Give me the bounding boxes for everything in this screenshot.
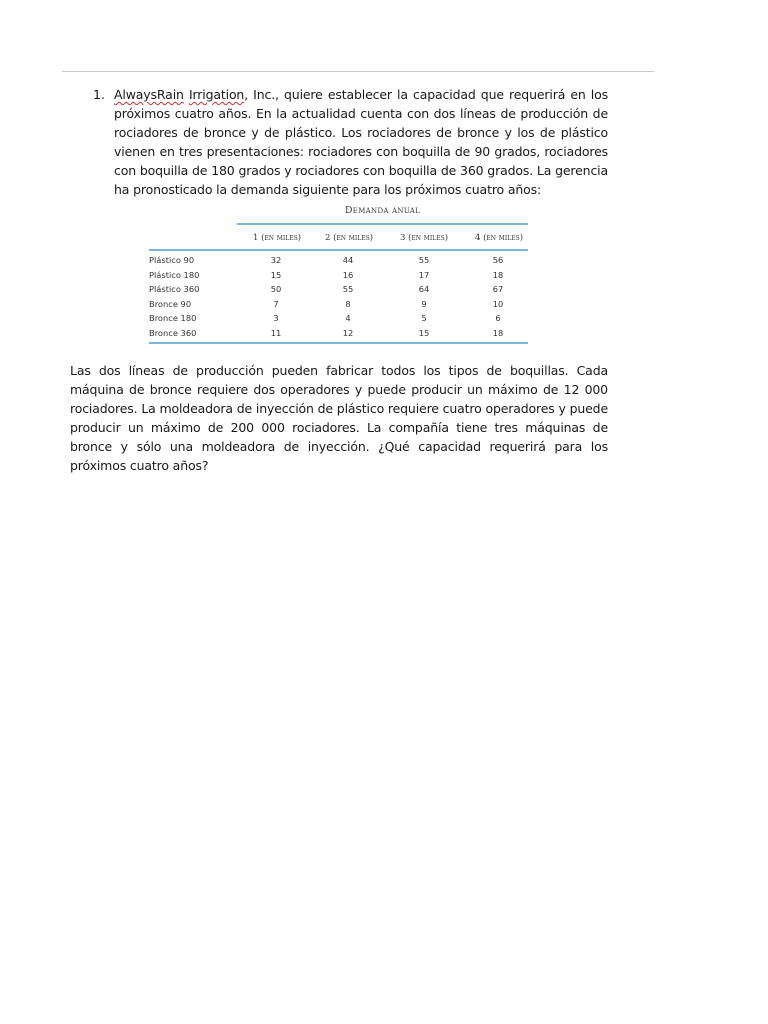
table-cell: 15: [418, 327, 430, 338]
table-cell: 44: [342, 255, 354, 265]
table-cell: 50: [270, 284, 282, 294]
row-label: Bronce 90: [149, 298, 192, 309]
table-cell: 32: [270, 255, 282, 265]
table-row: [149, 254, 528, 269]
table-row: [149, 283, 528, 298]
row-label: Plástico 180: [149, 269, 200, 280]
column-header-year-2: 2 (en miles): [324, 233, 374, 243]
table-row: [149, 327, 528, 342]
table-cell: 15: [270, 269, 282, 280]
table-cell: 8: [345, 298, 351, 309]
table-header-rule: [149, 249, 528, 251]
column-header-year-4: 4 (en miles): [474, 233, 524, 243]
question-text: [114, 85, 608, 199]
table-column-headers: [237, 233, 528, 247]
column-header-year-1: 1 (en miles): [252, 233, 302, 243]
closing-paragraph: Las dos líneas de producción pueden fabricar todos los tipos de boquillas. Cada máquina de bronce requiere dos operadores y puede producir un máximo de 12 000 rociadores. La moldeadora de inyección de plástico requiere cuatro operadores y puede producir un máximo de 200 000 rociadores. La compañía tiene tres máquinas de bronce y sólo una moldeadora de inyección. ¿Qué capacidad requerirá para los próximos cuatro años?: [70, 363, 608, 473]
table-cell: 55: [418, 255, 430, 265]
question-item: [93, 85, 608, 199]
table-row: [149, 298, 528, 313]
column-header-year-3: 3 (en miles): [399, 233, 449, 243]
table-title: Demanda anual: [344, 205, 421, 216]
table-body: [149, 254, 528, 341]
page-top-rule: [62, 71, 654, 72]
question-body: , Inc., quiere establecer la capacidad que requerirá en los próximos cuatro años. En la actualidad cuenta con dos líneas de producción de rociadores de bronce y de plástico. Los rociadores de bronce y los de plástico vienen en tres presentaciones: rociadores con boquilla de 90 grados, rociadores con boquilla de 180 grados y rociadores con boquilla de 360 grados. La gerencia ha pronosticado la demanda siguiente para los próximos cuatro años:: [114, 87, 608, 197]
table-bottom-rule: [149, 342, 528, 344]
company-name-misspelled-2: Irrigation: [188, 87, 245, 102]
table-cell: 17: [418, 269, 430, 280]
table-cell: 9: [421, 298, 427, 309]
row-label: Plástico 360: [149, 284, 200, 294]
table-cell: 67: [492, 284, 504, 294]
table-cell: 12: [342, 327, 354, 338]
table-cell: 5: [421, 313, 427, 323]
table-cell: 3: [273, 313, 279, 323]
table-cell: 18: [492, 327, 504, 338]
table-row: [149, 269, 528, 284]
table-cell: 10: [492, 298, 504, 309]
row-label: Bronce 180: [149, 313, 197, 323]
table-cell: 56: [492, 255, 504, 265]
table-row: [149, 312, 528, 327]
table-cell: 7: [273, 298, 279, 309]
table-cell: 18: [492, 269, 504, 280]
table-cell: 16: [342, 269, 354, 280]
table-title-rule: [237, 223, 528, 225]
demand-table: [149, 205, 528, 345]
row-label: Bronce 360: [149, 327, 197, 338]
question-number: 1.: [93, 87, 105, 102]
row-label: Plástico 90: [149, 255, 195, 265]
table-cell: 6: [495, 313, 501, 323]
table-cell: 11: [270, 327, 282, 338]
table-cell: 4: [345, 313, 351, 323]
company-name-misspelled: AlwaysRain: [114, 87, 184, 102]
table-cell: 55: [342, 284, 354, 294]
table-cell: 64: [418, 284, 430, 294]
